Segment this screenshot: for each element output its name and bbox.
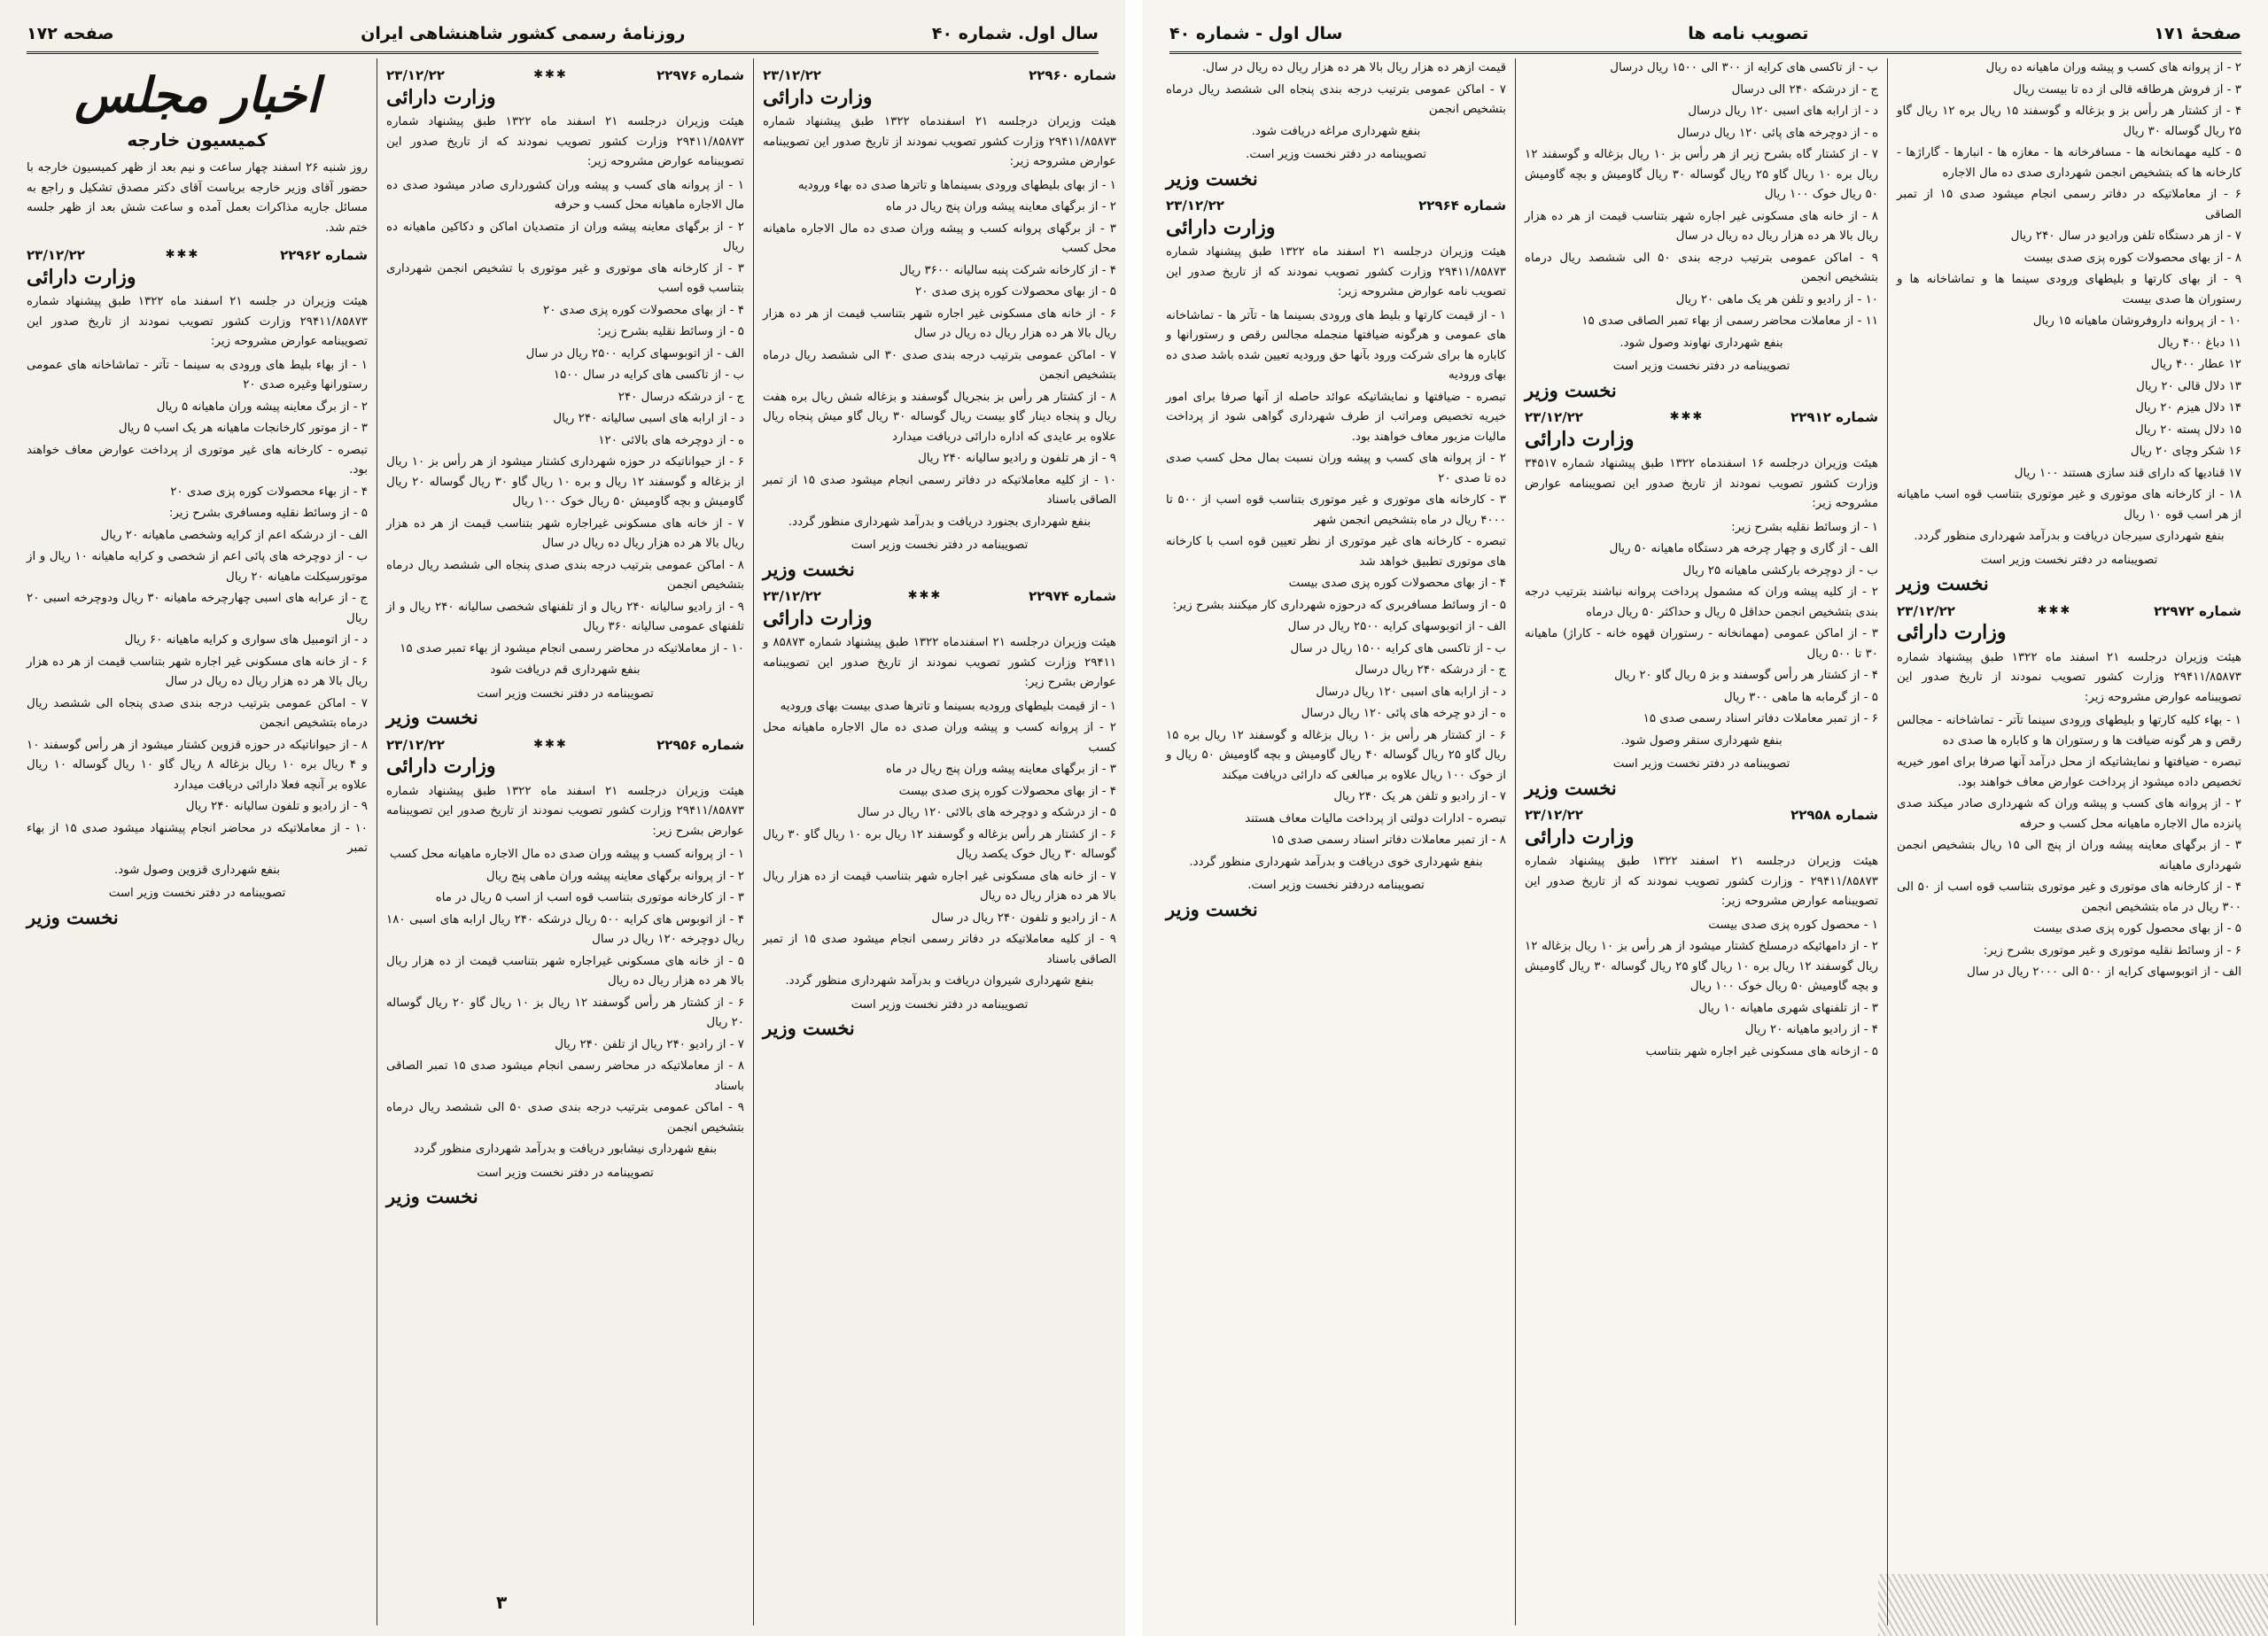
decree-item: تبصره - ضیافتها و نمایشاتیکه عوائد حاصله از آنها صرفا برای امور خیریه تخصیص ومراتب از طرف شهرداری گواهی شود از پرداخت مالیات مزبور معاف خواهند بود. — [1166, 390, 1506, 444]
decree-closing: بنفع شهرداری سیرجان دریافت و بدرآمد شهرداری منظور گردد. — [1914, 530, 2225, 543]
signature: نخست وزیر — [1166, 167, 1258, 190]
decree-item: ۴ - از بهای محصولات کوره پزی صدی بیست — [898, 784, 1116, 798]
decree-item: ۴ - از کشتار هر رأس بز و بزغاله و گوسفند ۱۵ ریال بره ۱۲ ریال گاو ۲۵ ریال گوساله ۳۰ ریال — [1897, 105, 2242, 138]
right-page-column-1 — [1887, 58, 2268, 1625]
decree-date: ۲۳/۱۲/۲۲ — [1525, 807, 1583, 823]
decree-items — [27, 356, 368, 859]
decree-date: ۲۳/۱۲/۲۲ — [27, 247, 85, 263]
decree-items — [763, 176, 1116, 511]
page-label: صفحهٔ ۱۷۱ — [2154, 24, 2241, 43]
decree-note: تصویبنامه در دفتر نخست وزیر است — [477, 1166, 654, 1180]
decree-item: ۴ - از کارخانه های موتوری و غیر موتوری بتناسب قوه اسب از ۵۰ الی ۳۰۰ ریال در ماه بتشخیص انجمن — [1897, 880, 2242, 914]
decree-number: شماره ۲۲۹۷۴ — [1029, 588, 1116, 604]
decree-item: ج - از درشکه درسال ۲۴۰ — [617, 390, 744, 404]
decree-item: ۳ - کارخانه های موتوری و غیر موتوری بتناسب قوه اسب از ۵۰۰ تا ۴۰۰۰ ریال در ماه بتشخیص انجمن شهر — [1166, 493, 1506, 527]
decree-item: ۱ - از وسائط نقلیه بشرح زیر: — [1731, 520, 1878, 534]
decree-item: الف - از درشکه اعم از کرایه وشخصی ماهیانه ۲۰ ریال — [100, 528, 368, 542]
decree-item: ۸ - از کشتار هر رأس بز بنجریال گوسفند و بزغاله شش ریال بره هفت ریال و پنجاه دینار گاو بیست ریال گوساله ۳۰ ریال گاو میش پنجاه ریال علاوه بر عایدی که اداره دارائی دریافت میدارد — [763, 390, 1116, 444]
page-label: صفحه ۱۷۲ — [27, 24, 114, 43]
decree-item: ۱۰ - از رادیو و تلفن هر یک ماهی ۲۰ ریال — [1675, 292, 1878, 306]
decree-item: ۶ - از خانه های مسکونی غیر اجاره شهر بتناسب قیمت از هر ده هزار ریال بالا هر ده هزار ریال ده ریال در سال — [27, 655, 368, 688]
stars-ornament: ✱✱✱ — [165, 248, 200, 261]
left-page-column-2 — [377, 58, 753, 1625]
decree-items — [763, 697, 1116, 971]
decree-intro: هیئت وزیران درجلسه ۱۶ اسفندماه ۱۳۲۲ طبق پیشنهاد شماره ۳۴۵۱۷ وزارت کشور تصویب نمودند از تاریخ صدور این تصویبنامه عوارض مشروحه زیر: — [1525, 457, 1878, 510]
decree-item: ۲ - از دامهائیکه درمسلخ کشتار میشود از هر رأس بز ۱۰ ریال بزغاله ۱۲ ریال گوسفند ۱۲ ریال بره ۱۰ ریال گاو ۲۵ ریال گوساله ۳۰ ریال گاومیش و بچه گاومیش ۵۰ ریال خوک ۱۰۰ ریال — [1525, 940, 1878, 993]
signature: نخست وزیر — [1897, 572, 1989, 594]
gazette-title: روزنامهٔ رسمی کشور شاهنشاهی ایران — [361, 24, 686, 43]
decree-item: ۸ - اماکن عمومی بترتیب درجه بندی صدی پنجاه الی ششصد ریال درماه بتشخیص انجمن — [386, 558, 744, 592]
stars-ornament: ✱✱✱ — [1669, 410, 1705, 423]
decree-item: ۱۰ - از معاملاتیکه در محاضر انجام پیشنهاد میشود صدی ۱۵ از بهاء تمبر — [27, 821, 368, 855]
decree-number: شماره ۲۲۹۷۶ — [656, 67, 744, 83]
decree-item: ۳ - از کارخانه موتوری بتناسب قوه اسب از اسب ۵ ریال در ماه — [435, 891, 744, 904]
decree-item: د - از ارابه های اسبی سالیانه ۲۴۰ ریال — [553, 412, 744, 425]
decree-closing: بنفع شهرداری قزوین وصول شود. — [113, 863, 281, 877]
decree-item: ج - از درشکه ۲۴۰ الی درسال — [1731, 82, 1878, 97]
decree-item: ۵ - از وسائط مسافربری که درحوزه شهرداری کار میکنند بشرح زیر: — [1172, 598, 1506, 612]
decree-items — [386, 176, 744, 660]
decree-header — [1166, 196, 1506, 216]
decree-item: ۱۱ - از معاملات محاضر رسمی از بهاء تمبر الصاقی صدی ۱۵ — [1581, 314, 1878, 328]
ministry-title: وزارت دارائی — [763, 606, 873, 630]
decree-closing: بنفع شهرداری بجنورد دریافت و بدرآمد شهرداری منظور گردد. — [788, 515, 1091, 529]
issue-label: سال اول - شماره ۴۰ — [1169, 24, 1343, 43]
decree-closing: بنفع شهرداری شیروان دریافت و بدرآمد شهرداری منظور گردد. — [785, 974, 1094, 988]
signature: نخست وزیر — [763, 1017, 855, 1039]
decree-item: ۳ - از برگهای معاینه پیشه وران از پنج الی ۱۵ ریال بتشخیص انجمن شهرداری ماهیانه — [1897, 839, 2241, 872]
decree-item: ۳ - از فروش هرطاقه قالی از ده تا بیست ریال — [2013, 82, 2241, 97]
decree-item: ۴ - از اتوبوس های کرایه ۵۰۰ ریال درشکه ۲۴۰ ریال ارابه های اسبی ۱۸۰ ریال دوچرخه ۱۲۰ ریال در سال — [386, 912, 744, 946]
decree-number: شماره ۲۲۹۶۴ — [1418, 198, 1506, 213]
decree-items — [1525, 916, 1878, 1063]
decree-items — [1897, 711, 2241, 983]
signature: نخست وزیر — [1525, 378, 1617, 401]
decree-item: ۹ - از رادیو و تلفون سالیانه ۲۴۰ ریال — [185, 800, 368, 813]
left-page-column-1 — [753, 58, 1125, 1625]
signature: نخست وزیر — [763, 557, 855, 580]
decree-item: ۱۴ دلال هیزم ۲۰ ریال — [2135, 401, 2241, 415]
left-page — [0, 0, 1125, 1636]
decree-number: شماره ۲۲۹۵۶ — [656, 736, 744, 753]
decree-items — [1525, 58, 1878, 332]
decree-item: ۹ - اماکن عمومی بترتیب درجه بندی ۵۰ الی ششصد ریال درماه بتشخیص انجمن — [1525, 251, 1878, 284]
decree-note: تصویبنامه در دفتر نخست وزیر است — [1612, 757, 1790, 771]
decree-date: ۲۳/۱۲/۲۲ — [763, 588, 821, 604]
section-subhead: کمیسیون خارجه — [127, 128, 268, 151]
decree-item: ۹ - از رادیو سالیانه ۲۴۰ ریال و از تلفنهای شخصی سالیانه ۲۴۰ ریال و از تلفنهای عمومی سالیانه ۳۶۰ ریال — [386, 600, 744, 633]
decree-item: ه - از دوچرخه های بالائی ۱۲۰ — [598, 433, 744, 447]
decree-date: ۲۳/۱۲/۲۲ — [1525, 409, 1583, 425]
ministry-title: وزارت دارائی — [27, 265, 136, 289]
decree-header — [386, 66, 744, 86]
decree-item: ب - از تاکسی های کرایه ۱۵۰۰ ریال در سال — [1290, 641, 1506, 655]
decree-item: ۱ - از قیمت کارتها و بلیط های ورودی بسینما ها - تآتر ها - تماشاخانه های عمومی و هرگونه ضیافتها منجمله مجالس رقص و رستورانها و کاباره ها برای شرکت ورود بآنها حق ورودیه تعیین شده باشد صدی ده بهای ورودیه — [1166, 308, 1506, 382]
decree-item: ۳ - از اماکن عمومی (مهمانخانه - رستوران قهوه خانه - کاراژ) ماهیانه ۳۰ تا ۵۰۰ ریال — [1525, 627, 1878, 661]
stars-ornament: ✱✱✱ — [907, 589, 943, 602]
decree-item: ۷ - اماکن عمومی بترتیب درجه بندی صدی ۳۰ الی ششصد ریال درماه بتشخیص انجمن — [763, 348, 1116, 382]
decree-intro: هیئت وزیران درجلسه ۲۱ اسفند ماه ۱۳۲۲ طبق پیشنهاد شماره ۲۹۴۱۱/۸۵۸۷۳ وزارت کشور تصویب نمودند که از تاریخ صدور این تصویب نامه عوارض مشروحه زیر: — [1166, 245, 1506, 299]
stars-ornament: ✱✱✱ — [2037, 603, 2072, 617]
decree-header — [1525, 805, 1878, 826]
decree-item: ۵ - از بهای محصولات کوره پزی صدی ۲۰ — [915, 285, 1116, 299]
decree-closing: بنفع شهرداری قم دریافت شود — [490, 663, 641, 677]
decree-item: ۸ - از تمبر معاملات دفاتر اسناد رسمی صدی ۱۵ — [1270, 834, 1506, 847]
running-head-right-page — [1169, 16, 2241, 54]
decree-intro: هیئت وزیران در جلسه ۲۱ اسفند ماه ۱۳۲۲ طبق پیشنهاد شماره ۲۹۴۱۱/۸۵۸۷۳ وزارت کشور تصویب نمودند از تاریخ صدور این تصویبنامه عوارض مشروحه زیر: — [27, 295, 369, 348]
decree-number: شماره ۲۲۹۱۲ — [1790, 409, 1878, 425]
decree-intro: هیئت وزیران درجلسه ۲۱ اسفند ماه ۱۳۲۲ طبق پیشنهاد شماره ۲۹۴۱۱/۸۵۸۷۳ وزارت کشور تصویب نمودند که از تاریخ صدور این تصویبنامه عوارض مشروحه زیر: — [386, 115, 744, 168]
decree-item: ۲ - از برگهای معاینه پیشه وران از متصدیان اماکن و دکاکین ماهیانه ده ریال — [386, 220, 744, 253]
signature: نخست وزیر — [386, 706, 478, 728]
decree-item: الف - از گاری و چهار چرخه هر دستگاه ماهیانه ۵۰ ریال — [1609, 542, 1878, 555]
decree-date: ۲۳/۱۲/۲۲ — [1166, 198, 1224, 213]
signature: نخست وزیر — [386, 1185, 478, 1207]
decree-items — [1897, 58, 2241, 525]
decree-closing: بنفع شهرداری سنقر وصول شود. — [1620, 733, 1783, 748]
decree-intro: هیئت وزیران درجلسه ۲۱ اسفند ماه ۱۳۲۲ طبق پیشنهاد شماره ۲۹۴۱۱/۸۵۸۷۳ وزارت کشور تصویب نمودند از تاریخ صدور این تصویبنامه عوارض بشرح زیر: — [386, 784, 744, 838]
signature: نخست وزیر — [27, 905, 119, 928]
decree-item: ۹ - اماکن عمومی بترتیب درجه بندی صدی ۵۰ الی ششصد ریال درماه بتشخیص انجمن — [386, 1101, 744, 1135]
decree-item: ج - از عرابه های اسبی چهارچرخه ماهیانه ۳۰ ریال ودوچرخه اسبی ۲۰ ریال — [27, 592, 368, 625]
right-page-column-3 — [1143, 58, 1515, 1625]
decree-intro: هیئت وزیران درجلسه ۲۱ اسفندماه ۱۳۲۲ طبق پیشنهاد شماره ۲۹۴۱۱/۸۵۸۷۳ وزارت کشور تصویب نمودند از تاریخ صدور این تصویبنامه عوارض مشروحه زیر: — [763, 115, 1116, 168]
decree-item: ۷ - از خانه های مسکونی غیر اجاره شهر بتناسب قیمت از ده هزار ریال بالا هر ده هزار ریال ده ریال — [763, 869, 1116, 903]
decree-item: ۱ - از پروانه های کسب و پیشه وران کشورداری صادر میشود صدی ده مال الاجاره ماهیانه محل کسب و حرفه — [386, 178, 744, 212]
right-page-column-2 — [1515, 58, 1887, 1625]
decree-items — [1166, 58, 1506, 120]
decree-item: ب - از تاکسی های کرایه در سال ۱۵۰۰ — [553, 368, 744, 382]
decree-item: ۸ - از خانه های مسکونی غیر اجاره شهر بتناسب قیمت از هر ده هزار ریال بالا هر ده هزار ریال ده ریال در سال — [1525, 209, 1878, 243]
decree-item: ۹ - از بهای کارتها و بلیطهای ورودی سینما ها و تماشاخانه ها و رستوران ها صدی بیست — [1897, 273, 2241, 306]
decree-item: ۱۸ - از کارخانه های موتوری و غیر موتوری بتناسب قوه اسب ماهیانه از هر اسب قوه ۱۰ ریال — [1897, 488, 2241, 522]
decree-date: ۲۳/۱۲/۲۲ — [386, 736, 445, 753]
decree-item: ۵ - از بهای محصول کوره پزی صدی بیست — [2033, 922, 2241, 935]
decree-item: ۵ - از گرمابه ها ماهی ۳۰۰ ریال — [1723, 690, 1878, 704]
decree-item: ۲ - از پروانه های کسب و پیشه وران که شهرداری صادر میکند صدی پانزده مال الاجاره ماهیانه محل کسب و حرفه — [1897, 797, 2241, 831]
decree-item: ۱۱ دباغ ۴۰۰ ریال — [2157, 336, 2241, 350]
left-page-column-3 — [0, 58, 377, 1625]
page-number: ۳ — [496, 1592, 508, 1613]
decree-closing: بنفع شهرداری خوی دریافت و بدرآمد شهرداری منظور گردد. — [1189, 855, 1483, 869]
decree-item: ۴ - از بهای محصولات کوره پزی صدی بیست — [1288, 577, 1506, 590]
ministry-title: وزارت دارائی — [1525, 825, 1635, 849]
decree-item: ۳ - از کارخانه های موتوری و غیر موتوری با تشخیص انجمن شهرداری بتناسب قوه اسب — [386, 261, 744, 295]
masthead: اخبار مجلس — [74, 66, 320, 123]
decree-item: ۵ - ازخانه های مسکونی غیر اجاره شهر بتناسب — [1645, 1044, 1878, 1058]
ministry-title: وزارت دارائی — [1166, 215, 1276, 239]
decree-item: ۷ - از کشتار گاه بشرح زیر از هر رأس بز ۱۰ ریال بزغاله و گوسفند ۱۲ ریال بره ۱۰ ریال گاو ۲۵ ریال گوساله ۳۰ ریال گاومیش و بچه گاومیش ۵۰ ریال خوک ۱۰۰ ریال — [1525, 148, 1878, 201]
ministry-title: وزارت دارائی — [763, 85, 873, 109]
decree-note: تصویبنامه در دفتر نخست وزیر است — [477, 686, 654, 701]
decree-item: ۱۲ عطار ۴۰۰ ریال — [2150, 358, 2241, 371]
decree-item: ۴ - از کشتار هر رأس گوسفند و بز ۵ ریال گاو ۲۰ ریال — [1614, 669, 1878, 682]
decree-note: تصویبنامه در دفتر نخست وزیر است. — [1246, 148, 1426, 161]
decree-item: ۴ - از کارخانه شرکت پنبه سالیانه ۳۶۰۰ ریال — [899, 263, 1116, 277]
decree-item: ۷ - از رادیو ۲۴۰ ریال از تلفن ۲۴۰ ریال — [555, 1037, 744, 1051]
decree-item: ۶ - از حیواناتیکه در حوزه شهرداری کشتار میشود از هر رأس بز ۱۰ ریال از بزغاله و گوسفند ۱۲ ریال و بره ۱۰ ریال گاو ۳۰ ریال گوساله ۲۰ ریال گاومیش و بچه گاومیش ۵۰ ریال خوک ۱۰۰ ریال — [386, 455, 744, 508]
decree-intro: هیئت وزیران درجلسه ۲۱ اسفند ماه ۱۳۲۲ طبق پیشنهاد شماره ۲۹۴۱۱/۸۵۸۷۳ وزارت کشور تصویب نمودند از تاریخ صدور این تصویبنامه عوارض مشروحه زیر: — [1897, 650, 2241, 704]
decree-note: تصویبنامه دردفتر نخست وزیر است. — [1247, 879, 1425, 892]
decree-date: ۲۳/۱۲/۲۲ — [1897, 602, 1955, 619]
decree-item: ۱۰ - از معاملاتیکه در محاضر رسمی انجام میشود از بهاء تمبر صدی ۱۵ — [400, 641, 744, 655]
decree-number: شماره ۲۲۹۶۰ — [1029, 67, 1116, 83]
decree-item: ۱۷ قنادیها که دارای قند سازی هستند ۱۰۰ ریال — [2014, 466, 2241, 480]
decree-item: ۶ - از خانه های مسکونی غیر اجاره شهر بتناسب قیمت از هر ده هزار ریال بالا هر ده هزار ریال ده ریال در سال — [763, 306, 1116, 340]
decree-item: ۶ - از معاملاتیکه در دفاتر رسمی انجام میشود صدی ۱۵ از تمبر الصاقی — [1897, 188, 2241, 221]
decree-intro: هیئت وزیران درجلسه ۲۱ اسفند ۱۳۲۲ طبق پیشنهاد شماره ۲۹۴۱۱/۸۵۸۷۳ - وزارت کشور تصویب نمودند که از تاریخ صدور این تصویبنامه عوارض مشروحه زیر: — [1525, 855, 1879, 908]
decree-header — [763, 586, 1116, 607]
decree-item: تبصره - ادارات دولتی از پرداخت مالیات معاف هستند — [1245, 811, 1506, 826]
decree-item: ۴ - از بهاء محصولات کوره پزی صدی ۲۰ — [170, 485, 368, 499]
decree-item: ۲ - از پروانه های کسب و پیشه وران ماهیانه ده ریال — [1985, 61, 2241, 74]
decree-header — [1525, 407, 1878, 428]
stars-ornament: ✱✱✱ — [533, 737, 568, 751]
decree-item: ۷ - از رادیو و تلفن هر یک ۲۴۰ ریال — [1333, 790, 1506, 803]
stars-ornament: ✱✱✱ — [533, 68, 568, 81]
decree-item: ۱ - از بهاء بلیط های ورودی به سینما - تآتر - تماشاخانه های عمومی رستورانها وغیره صدی ۲۰ — [27, 358, 368, 392]
decree-item: ۵ - از خانه های مسکونی غیراجاره شهر بتناسب قیمت از ده هزار ریال بالا هر ده هزار ریال ده ریال — [386, 954, 744, 988]
decree-item: ۸ - از رادیو و تلفون ۲۴۰ ریال در سال — [931, 911, 1116, 925]
decree-item: ۴ - از رادیو ماهیانه ۲۰ ریال — [1744, 1023, 1878, 1036]
decree-date: ۲۳/۱۲/۲۲ — [763, 67, 821, 83]
decree-date: ۲۳/۱۲/۲۲ — [386, 67, 445, 83]
decree-item: ب - از تاکسی های کرایه از ۳۰۰ الی ۱۵۰۰ ریال درسال — [1610, 61, 1878, 74]
decree-item: ۳ - از تلفنهای شهری ماهیانه ۱۰ ریال — [1698, 1001, 1878, 1015]
news-paragraph: روز شنبه ۲۶ اسفند چهار ساعت و نیم بعد از ظهر کمیسیون خارجه با حضور آقای وزیر خارجه بریاست آقای دکتر مصدق تشکیل و راجع به مسائل جاریه مذاکرات بعمل آمده و ساعت شش بعد از ظهر جلسه ختم شد. — [27, 161, 368, 235]
decree-header — [1897, 601, 2241, 622]
decree-item: ۱ - محصول کوره پزی صدی بیست — [1708, 918, 1878, 932]
decree-item: ۹ - از هر تلفون و رادیو سالیانه ۲۴۰ ریال — [918, 452, 1116, 465]
decree-item: د - از ارابه های اسبی ۱۲۰ ریال درسال — [1316, 685, 1506, 699]
decree-item: ۱ - بهاء کلیه کارتها و بلیطهای ورودی سینما تآتر - تماشاخانه - مجالس رقص و هر گونه ضیافت ها و رستوران ها و کاباره ها صدی ده — [1897, 714, 2241, 748]
decree-closing: بنفع شهرداری نهاوند وصول شود. — [1619, 336, 1783, 350]
ministry-title: وزارت دارائی — [386, 85, 496, 109]
section-title: تصویب نامه ها — [1688, 24, 1809, 43]
right-page — [1143, 0, 2268, 1636]
decree-header — [386, 735, 744, 756]
decree-item: ۳ - از برگهای معاینه پیشه وران پنج ریال در ماه — [885, 763, 1116, 776]
decree-item: ۱۵ دلال پسته ۲۰ ریال — [2134, 423, 2241, 437]
decree-items — [1525, 518, 1878, 730]
decree-item: ۶ - از وسائط نقلیه موتوری و غیر موتوری بشرح زیر: — [1983, 943, 2241, 958]
decree-item: ۵ - از وسائط نقلیه بشرح زیر: — [597, 325, 744, 338]
decree-item: ۱۰ - از پروانه داروفروشان ماهیانه ۱۵ ریال — [2032, 314, 2241, 328]
decree-item: ۶ - از کشتار هر رأس گوسفند ۱۲ ریال بز ۱۰ ریال گاو ۲۰ ریال گوساله ۲۰ ریال — [386, 996, 745, 1029]
decree-item: ۶ - از کشتار هر رأس بز ۱۰ ریال بزغاله و گوسفند ۱۲ ریال بره ۱۵ ریال گاو ۲۵ ریال گوساله ۴۰ ریال گاومیش و بچه گاومیش ۵۰ ریال و از خوک ۱۰۰ ریال علاوه بر مبالغی که دارائی دریافت میکند — [1166, 728, 1507, 782]
signature: نخست وزیر — [1525, 776, 1617, 799]
decree-item: ۱ - از بهای بلیطهای ورودی بسینماها و تاترها صدی ده بهاء ورودیه — [797, 178, 1116, 192]
decree-item: ۲ - از پروانه کسب و پیشه وران صدی ده مال الاجاره ماهیانه محل کسب — [763, 721, 1116, 755]
decree-item: ج - از درشکه ۲۴۰ ریال درسال — [1355, 663, 1506, 677]
decree-item: ۱۳ دلال قالی ۲۰ ریال — [2136, 379, 2241, 393]
decree-item: ۲ - از کلیه پیشه وران که مشمول پرداخت پروانه نباشند بترتیب درجه بندی بتشخیص انجمن حداقل ۵ ریال و حداکثر ۵۰ ریال درماه — [1525, 585, 1878, 619]
decree-number: شماره ۲۲۹۶۲ — [280, 247, 368, 263]
decree-item: تبصره - کارخانه های غیر موتوری از پرداخت عوارض معاف خواهند بود. — [27, 443, 368, 477]
decree-item: ۳ - از برگهای پروانه کسب و پیشه وران صدی ده مال الاجاره ماهیانه محل کسب — [763, 221, 1116, 255]
decree-item: ۸ - از حیواناتیکه در حوزه قزوین کشتار میشود از هر رأس گوسفند ۱۰ و ۴ ریال بره ۱۰ ریال بزغاله ۸ ریال گاو ۱۰ ریال گوساله ۱۰ ریال علاوه بر آنچه فعلا دارائی دریافت میدارد — [27, 738, 368, 792]
decree-note: تصویبنامه در دفتر نخست وزیر است — [108, 887, 286, 900]
decree-item: ۲ - از پروانه برگهای معاینه پیشه وران ماهی پنج ریال — [485, 869, 744, 883]
decree-item: د - از اتومبیل های سواری و کرایه ماهیانه ۶۰ ریال — [124, 633, 368, 647]
decree-item: ۳ - از موتور کارخانجات ماهیانه هر یک اسب ۵ ریال — [118, 422, 368, 435]
decree-item: ۱۰ - از کلیه معاملاتیکه در دفاتر رسمی انجام میشود صدی ۱۵ از تمبر الصاقی باسناد — [763, 473, 1116, 507]
decree-item: ۷ - اماکن عمومی بترتیب درجه بندی پنجاه الی ششصد ریال درماه بتشخیص انجمن — [1166, 82, 1506, 116]
decree-item: ب - از دوچرخه بارکشی ماهیانه ۲۵ ریال — [1682, 563, 1878, 578]
decree-item: ۱۶ شکر وچای ۲۰ ریال — [2130, 445, 2241, 458]
decree-header — [27, 245, 368, 266]
ministry-title: وزارت دارائی — [1525, 427, 1635, 451]
decree-item: ۹ - از کلیه معاملاتیکه در دفاتر رسمی انجام میشود صدی ۱۵ از تمبر الصاقی باسناد — [763, 933, 1116, 966]
decree-item: تبصره - کارخانه های غیر موتوری از نظر تعیین قوه اسب با کارخانه های موتوری تطبیق خواهد شد — [1166, 535, 1506, 569]
decree-item: ۸ - از معاملاتیکه در محاضر رسمی انجام میشود صدی ۱۵ تمبر الصاقی باسناد — [386, 1059, 745, 1093]
issue-label: سال اول. شماره ۴۰ — [931, 24, 1099, 43]
decree-item: ه - از دوچرخه های پائی ۱۲۰ ریال درسال — [1676, 126, 1878, 140]
decree-number: شماره ۲۲۹۷۲ — [2154, 602, 2241, 619]
decree-items — [1166, 306, 1506, 851]
decree-item: ۲ - از پروانه های کسب و پیشه وران نسبت بمال محل کسب صدی ده تا صدی ۲۰ — [1166, 452, 1506, 485]
decree-closing: بنفع شهرداری مراغه دریافت شود. — [1251, 124, 1421, 138]
decree-note: تصویبنامه در دفتر نخست وزیر است — [1612, 360, 1790, 373]
decree-item: ۸ - از بهای محصولات کوره پزی صدی بیست — [2023, 251, 2241, 265]
decree-note: تصویبنامه در دفتر نخست وزیر است — [850, 539, 1029, 552]
decree-item: ۵ - از درشکه و دوچرخه های بالائی ۱۲۰ ریال در سال — [857, 806, 1116, 819]
decree-item: ۶ - از تمبر معاملات دفاتر اسناد رسمی صدی ۱۵ — [1643, 712, 1878, 725]
ministry-title: وزارت دارائی — [386, 755, 496, 778]
decree-note: تصویبنامه در دفتر نخست وزیر است — [1980, 553, 2158, 567]
decree-item: ۱ - از قیمت بلیطهای ورودیه بسینما و تاترها صدی بیست بهای ورودیه — [780, 699, 1116, 713]
decree-item: الف - از اتوبوسهای کرایه ۲۵۰۰ ریال در سال — [1287, 620, 1506, 633]
decree-number: شماره ۲۲۹۵۸ — [1790, 807, 1878, 823]
decree-item: ب - از دوچرخه های پائی اعم از شخصی و کرایه ماهیانه ۱۰ ریال و از موتورسیکلت ماهیانه ۲۰ ریال — [27, 550, 368, 584]
decree-item: ۵ - از وسائط نقلیه ومسافری بشرح زیر: — [168, 507, 368, 520]
signature: نخست وزیر — [1166, 897, 1258, 920]
decree-item: تبصره - ضیافتها و نمایشاتیکه از محل درآمد آنها صرفا برای امور خیریه تخصیص داده میشود از پرداخت عوارض معاف خواهند بود. — [1897, 756, 2241, 789]
decree-item: الف - از اتوبوسهای کرایه ۲۵۰۰ ریال در سال — [525, 346, 744, 361]
decree-item: ۱ - از پروانه کسب و پیشه وران صدی ده مال الاجاره ماهیانه محل کسب — [389, 848, 744, 861]
decree-item: ۵ - کلیه مهمانخانه ها - مسافرخانه ها - مغازه ها - انبارها - گاراژها - کارخانه ها که بتشخیص انجمن شهرداری صدی ده مال الاجاره — [1897, 146, 2241, 180]
decree-header — [763, 66, 1116, 86]
decree-item: ۶ - از کشتار هر رأس بزغاله و گوسفند ۱۲ ریال بره ۱۰ ریال گاو ۳۰ ریال گوساله ۳۰ ریال خوک یکصد ریال — [763, 827, 1116, 861]
scan-smudge — [1878, 1574, 2268, 1636]
ministry-title: وزارت دارائی — [1897, 621, 2007, 644]
decree-closing: بنفع شهرداری نیشابور دریافت و بدرآمد شهرداری منظور گردد — [413, 1143, 718, 1156]
decree-item: ۲ - از برگهای معاینه پیشه وران پنج ریال در ماه — [885, 200, 1116, 213]
decree-item: ۲ - از برگ معاینه پیشه وران ماهیانه ۵ ریال — [156, 399, 368, 414]
decree-note: تصویبنامه در دفتر نخست وزیر است — [850, 997, 1029, 1012]
decree-item: قیمت ازهر ده هزار ریال بالا هر ده هزار ریال ده ریال در سال. — [1201, 61, 1506, 74]
decree-items — [386, 845, 744, 1138]
decree-item: الف - از اتوبوسهای کرایه از ۵۰۰ الی ۲۰۰۰ ریال در سال — [1967, 965, 2241, 979]
page-gutter — [1125, 0, 1143, 1636]
decree-item: ۷ - از هر دستگاه تلفن ورادیو در سال ۲۴۰ ریال — [2010, 229, 2241, 243]
decree-item: د - از ارابه های اسبی ۱۲۰ ریال درسال — [1688, 105, 1878, 118]
decree-item: ۴ - از بهای محصولات کوره پزی صدی ۲۰ — [543, 303, 744, 317]
decree-item: ۷ - از خانه های مسکونی غیراجاره شهر بتناسب قیمت از هر ده هزار ریال بالا هر ده هزار ریال ده ریال در سال — [386, 516, 744, 550]
decree-item: ۷ - اماکن عمومی بترتیب درجه بندی صدی پنجاه الی ششصد ریال درماه بتشخیص انجمن — [27, 696, 368, 730]
decree-intro: هیئت وزیران درجلسه ۲۱ اسفندماه ۱۳۲۲ طبق پیشنهاد شماره ۸۵۸۷۳ و ۲۹۴۱۱ وزارت کشور تصویب نمودند از تاریخ صدور این تصویبنامه عوارض بشرح زیر: — [763, 636, 1116, 689]
decree-item: ه - از دو چرخه های پائی ۱۲۰ ریال درسال — [1301, 707, 1506, 720]
running-head-left-page — [27, 16, 1099, 54]
